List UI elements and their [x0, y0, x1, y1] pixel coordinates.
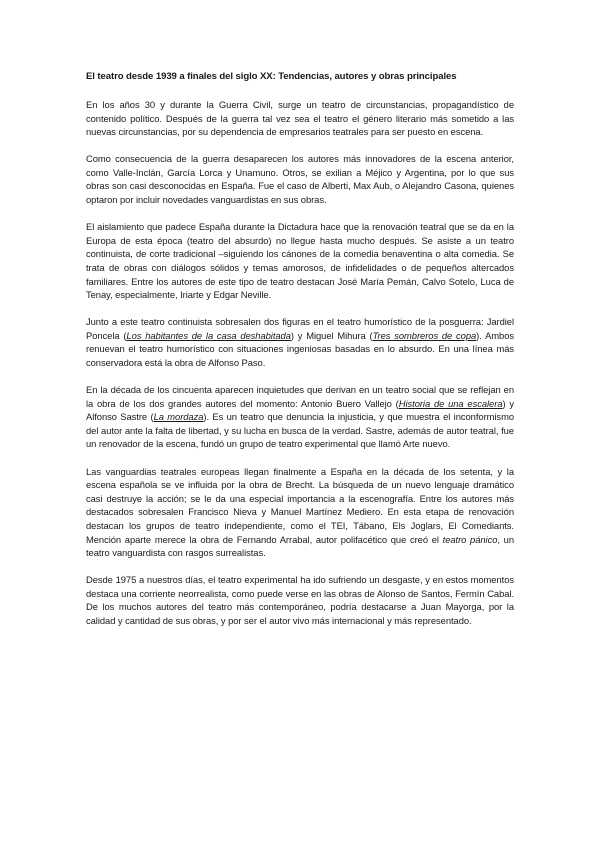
paragraph-text: , un teatro vanguardista con rasgos surrealistas. [86, 533, 514, 559]
paragraph [86, 383, 514, 451]
document-title: El teatro desde 1939 a finales del siglo XX: Tendencias, autores y obras principales [86, 71, 457, 82]
work-title: La mordaza [153, 411, 204, 423]
paragraph-text: El aislamiento que padece España durante la Dictadura hace que la renovación teatral que se da en la Europa de esta época (teatro del absurdo) no llegue hasta mucho después. Se asiste a un teatro continuista, de corte tradicional –siguiendo los cánones de la comedia benaventina o alta comedia. Se trata de obras con diálogos sólidos y temas amorosos, de infidelidades o de pequeños altercados familiares. Entre los autores de este tipo de teatro destacan José María Pemán, Calvo Sotelo, Luca de Tenay, especialmente, Iriarte y Edgar Neville. [86, 221, 514, 301]
paragraph [86, 465, 514, 560]
paragraph-text: ) y Alfonso Sastre ( [86, 397, 515, 423]
document-page [86, 70, 514, 641]
paragraph-text: Desde 1975 a nuestros días, el teatro experimental ha ido sufriendo un desgaste, y en estos momentos destaca una corriente neorrealista, como puede verse en las obras de Alonso de Santos, Fermín Cabal. De los muchos autores del teatro más contemporáneo, podría destacarse a Juan Mayorga, por la calidad y cantidad de sus obras, y por ser el autor vivo más internacional y más representado. [86, 574, 514, 626]
work-title: Historia de una escalera [398, 397, 503, 409]
paragraph [86, 220, 514, 302]
work-title: Tres sombreros de copa [372, 329, 477, 341]
document-body [86, 98, 514, 628]
italic-term: teatro pánico [442, 533, 498, 545]
paragraph [86, 98, 514, 139]
paragraph-text: Junto a este teatro continuista sobresalen dos figuras en el teatro humorístico de la posguerra: Jardiel Poncela ( [86, 316, 514, 341]
paragraph-text: En los años 30 y durante la Guerra Civil, surge un teatro de circunstancias, propagandístico de contenido político. Después de la guerra tal vez sea el teatro el género literario más sometido a las nuevas circunstancias, por su dependencia de empresarios teatrales para ser puesto en escena. [86, 99, 514, 138]
paragraph-text: ) y Miguel Mihura ( [290, 329, 373, 341]
paragraph-text: Las vanguardias teatrales europeas llegan finalmente a España en la década de los setenta, y la escena española se ve influida por la obra de Brecht. La búsqueda de un nuevo lenguaje dramático casi destruye la acción; se le da una especial importancia a la escenografía. Entre los autores más destacados sobresalen Francisco Nieva y Manuel Martínez Mediero. En esta etapa de renovación destacan los grupos de teatro independiente, como el TEI, Tábano, Els Joglars, El Comediants. Mención aparte merece la obra de Fernando Arrabal, autor polifacético que creó el [86, 465, 514, 545]
paragraph [86, 573, 514, 627]
paragraph [86, 315, 514, 369]
paragraph [86, 152, 514, 206]
work-title: Los habitantes de la casa deshabitada [126, 329, 291, 341]
paragraph-text: ). Ambos renuevan el teatro humorístico con situaciones ingeniosas basadas en lo absurdo. En una línea más conservadora está la obra de Alfonso Paso. [86, 329, 515, 368]
paragraph-text: En la década de los cincuenta aparecen inquietudes que derivan en un teatro social que se reflejan en la obra de los dos grandes autores del momento: Antonio Buero Vallejo ( [86, 384, 514, 409]
paragraph-text: Como consecuencia de la guerra desaparecen los autores más innovadores de la escena anterior, como Valle-Inclán, García Lorca y Unamuno. Otros, se exilian a Méjico y Argentina, por lo que sus obras son casi desconocidas en España. Fue el caso de Alberti, Max Aub, o Alejandro Casona, quienes optaron por incluir novedades vanguardistas en sus obras. [86, 153, 514, 206]
paragraph-text: ). Es un teatro que denuncia la injusticia, y que muestra el inconformismo del autor ante la falta de libertad, y su lucha en busca de la verdad. Sastre, además de autor teatral, fue un renovador de la escena, fundó un grupo de teatro experimental que llamó Arte nuevo. [86, 411, 514, 450]
